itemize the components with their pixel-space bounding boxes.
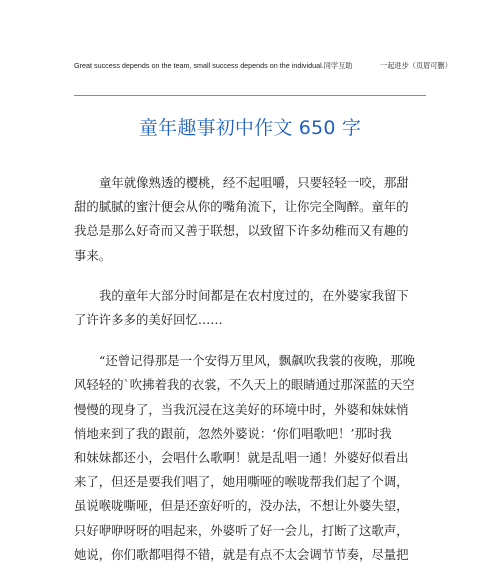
paragraph-3 bbox=[74, 349, 426, 567]
text-line: 事来。 bbox=[74, 247, 112, 263]
text-line: 了许许多多的美好回忆…… bbox=[74, 312, 223, 328]
header-divider bbox=[74, 95, 426, 96]
text-line: 风轻轻的`吹拂着我的衣裳，不久天上的眼睛通过那深蓝的天空 bbox=[74, 377, 415, 393]
document-title: 童年趣事初中作文 650 字 bbox=[138, 117, 362, 139]
text-line: 和妹妹都还小，会唱什么歌啊！就是乱唱一通！外婆好似看出 bbox=[74, 450, 409, 466]
text-line: 虽说喉咙嘶哑，但是还蛮好听的，没办法，不想让外婆失望， bbox=[74, 498, 409, 514]
text-line: 悄地来到了我的跟前，忽然外婆说：‘你们唱歌吧！’那时我 bbox=[74, 425, 392, 441]
text-line: 甜的腻腻的蜜汁便会从你的嘴角流下，让你完全陶醉。童年的 bbox=[74, 199, 409, 215]
text-line: 慢慢的现身了，当我沉浸在这美好的环境中时，外婆和妹妹悄 bbox=[74, 401, 409, 417]
text-line: 我的童年大部分时间都是在农村度过的，在外婆家我留下 bbox=[99, 287, 409, 303]
paragraph-spacer bbox=[74, 268, 426, 284]
text-line: 她说，你们歌都唱得不错，就是有点不太会调节节奏，尽量把 bbox=[74, 546, 409, 562]
page-header bbox=[74, 61, 452, 71]
paragraph-2 bbox=[74, 284, 426, 332]
paragraph-spacer bbox=[74, 332, 426, 349]
header-right-text: 一起进步（页眉可删） bbox=[380, 61, 452, 70]
text-line: 我总是那么好奇而又善于联想，以致留下许多幼稚而又有趣的 bbox=[74, 223, 409, 239]
text-line: 童年就像熟透的樱桃，经不起咀嚼，只要轻轻一咬，那甜 bbox=[99, 175, 409, 190]
document-body bbox=[74, 171, 426, 567]
paragraph-1 bbox=[74, 171, 426, 268]
header-left-text: Great success depends on the team, small success depends on the individual.同学互助 bbox=[74, 61, 353, 70]
text-line: “还曾记得那是一个安得万里风，飘飙吹我裳的夜晚，那晚 bbox=[99, 353, 416, 369]
text-line: 只好咿咿呀呀的唱起来，外婆听了好一会儿，打断了这歌声， bbox=[74, 522, 409, 538]
text-line: 来了，但还是要我们唱了，她用嘶哑的喉咙帮我们起了个调， bbox=[74, 474, 409, 490]
